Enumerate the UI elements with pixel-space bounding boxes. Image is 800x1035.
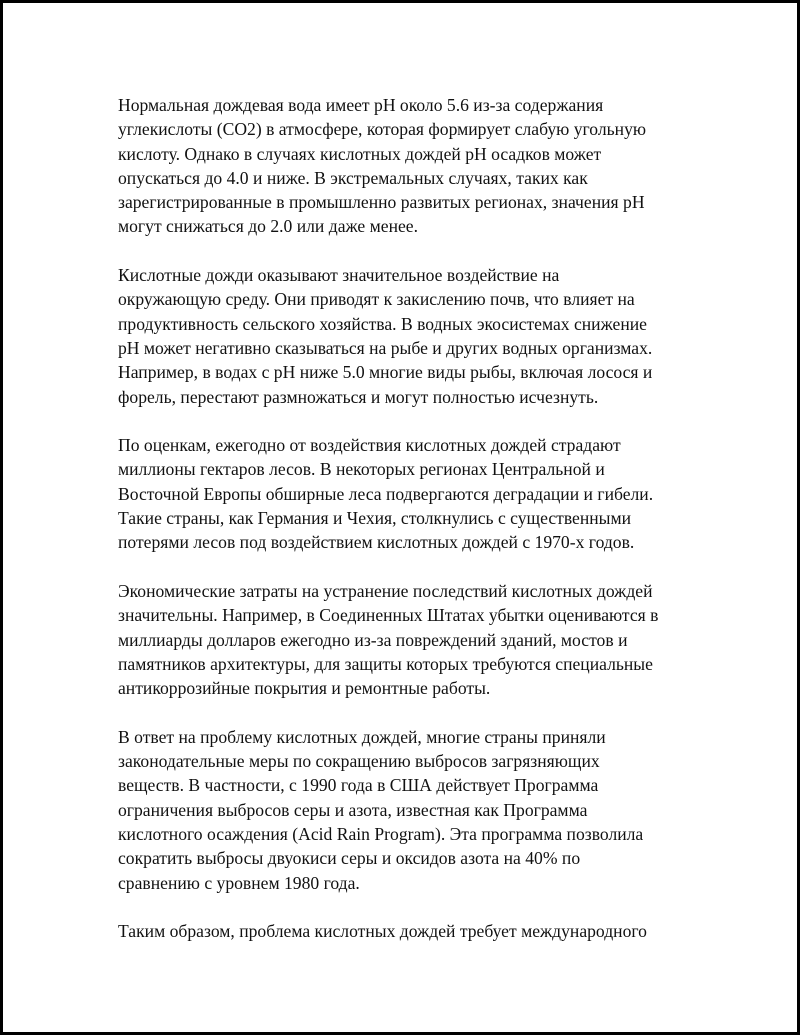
text-line: кислотного осаждения (Acid Rain Program). Эта программа позволила: [118, 823, 644, 844]
text-line: потерями лесов под воздействием кислотных дождей с 1970-х годов.: [118, 532, 635, 553]
text-line: Экономические затраты на устранение последствий кислотных дождей: [118, 580, 653, 601]
paragraph-ph-levels: [118, 93, 718, 239]
text-line: окружающую среду. Они приводят к закислению почв, что влияет на: [118, 289, 635, 310]
paragraph-environment-impact: [118, 263, 718, 409]
text-line: значительны. Например, в Соединенных Штатах убытки оцениваются в: [118, 605, 659, 626]
text-line: продуктивность сельского хозяйства. В водных экосистемах снижение: [118, 313, 647, 334]
text-line: веществ. В частности, с 1990 года в США действует Программа: [118, 775, 599, 796]
text-line: кислоту. Однако в случаях кислотных дождей pH осадков может: [118, 143, 602, 164]
text-line: В ответ на проблему кислотных дождей, многие страны приняли: [118, 726, 606, 747]
text-line: углекислоты (CO2) в атмосфере, которая формирует слабую угольную: [118, 119, 647, 140]
text-line: законодательные меры по сокращению выбросов загрязняющих: [118, 751, 600, 772]
text-line: антикоррозийные покрытия и ремонтные работы.: [118, 678, 491, 699]
text-line: pH может негативно сказываться на рыбе и других водных организмах.: [118, 337, 653, 358]
text-line: форель, перестают размножаться и могут полностью исчезнуть.: [118, 386, 599, 407]
text-line: Таким образом, проблема кислотных дождей требует международного: [118, 921, 647, 942]
text-line: Такие страны, как Германия и Чехия, столкнулись с существенными: [118, 508, 632, 529]
paragraph-conclusion: [118, 919, 718, 943]
text-line: сократить выбросы двуокиси серы и оксидов азота на 40% по: [118, 848, 581, 869]
text-line: Восточной Европы обширные леса подвергаются деградации и гибели.: [118, 483, 654, 504]
text-line: памятников архитектуры, для защиты которых требуются специальные: [118, 653, 653, 674]
text-line: Например, в водах с pH ниже 5.0 многие виды рыбы, включая лосося и: [118, 362, 653, 383]
paragraph-forest-damage: [118, 433, 718, 554]
text-line: По оценкам, ежегодно от воздействия кислотных дождей страдают: [118, 435, 621, 456]
document-body: [118, 93, 718, 968]
text-line: сравнению с уровнем 1980 года.: [118, 872, 360, 893]
text-line: ограничения выбросов серы и азота, известная как Программа: [118, 799, 588, 820]
text-line: зарегистрированные в промышленно развитых регионах, значения pH: [118, 192, 645, 213]
text-line: Кислотные дожди оказывают значительное воздействие на: [118, 265, 560, 286]
text-line: опускаться до 4.0 и ниже. В экстремальных случаях, таких как: [118, 167, 588, 188]
text-line: Нормальная дождевая вода имеет pH около 5.6 из-за содержания: [118, 95, 604, 115]
text-line: миллиарды долларов ежегодно из-за повреждений зданий, мостов и: [118, 629, 628, 650]
paragraph-legislation: [118, 725, 718, 895]
text-line: миллионы гектаров лесов. В некоторых регионах Центральной и: [118, 459, 605, 480]
paragraph-economic-costs: [118, 579, 718, 700]
text-line: могут снижаться до 2.0 или даже менее.: [118, 216, 419, 237]
